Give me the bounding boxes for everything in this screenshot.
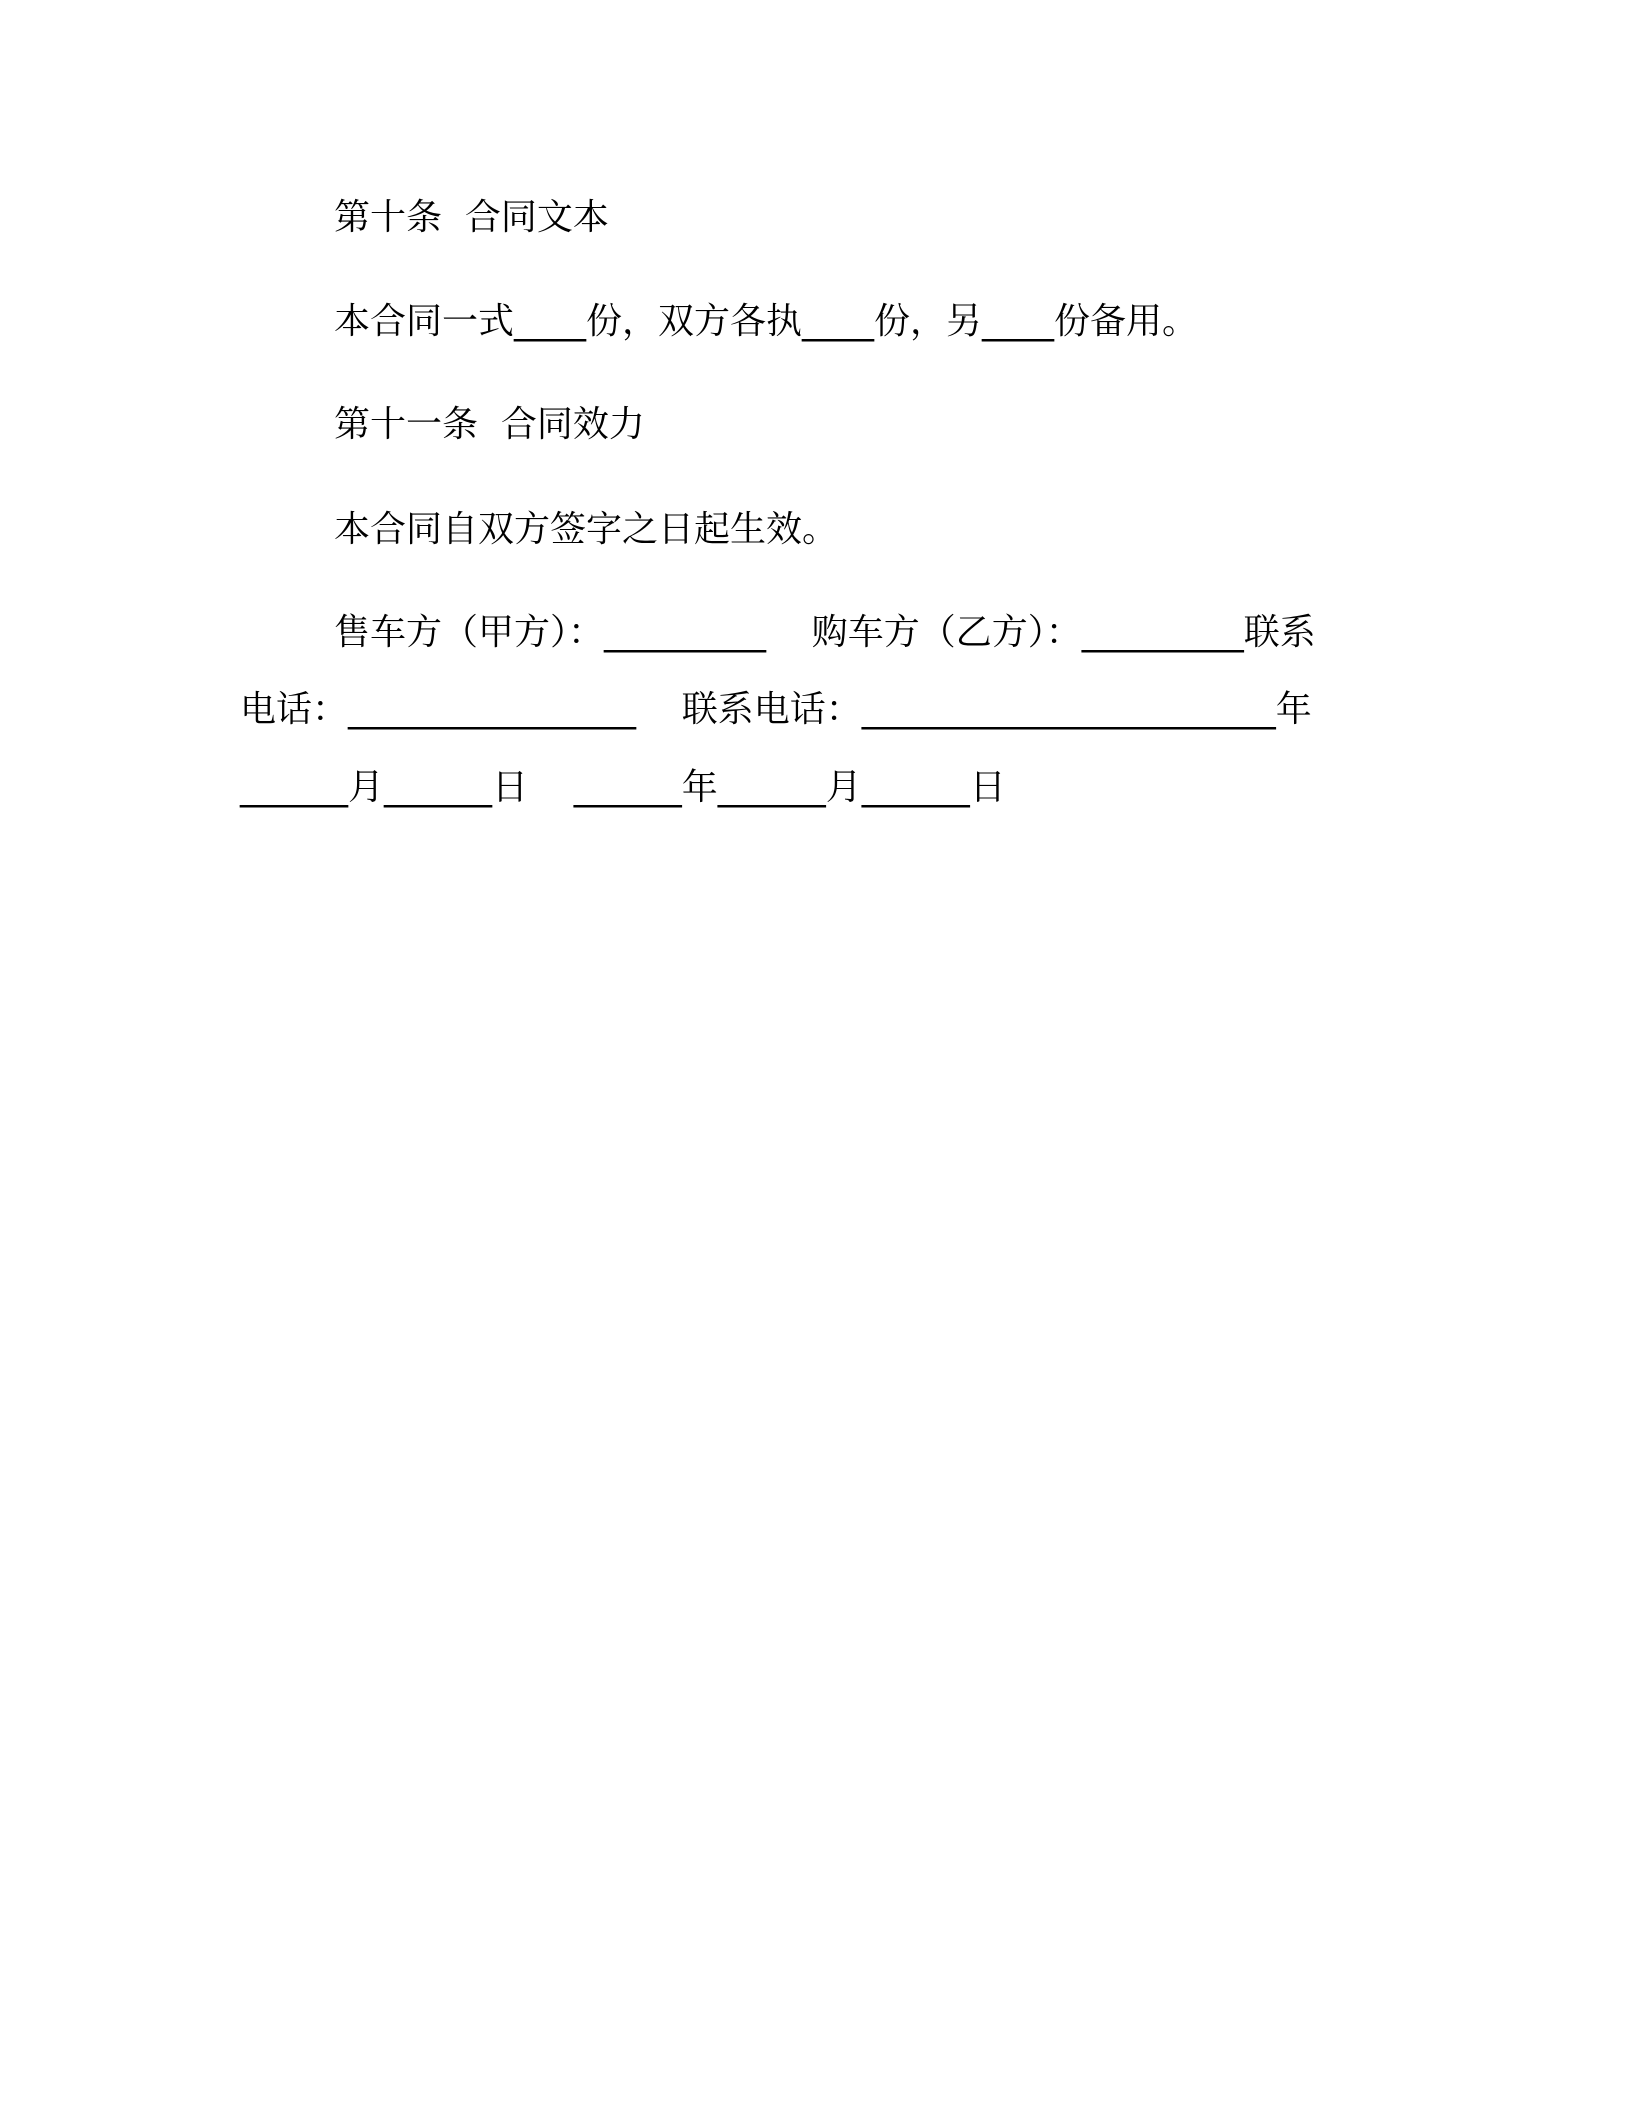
signature-line-parties: 售车方（甲方）：_________ 购车方（乙方）：_________联系 (334, 612, 1316, 653)
article-11-heading: 第十一条 合同效力 (334, 404, 645, 445)
article-11-body: 本合同自双方签字之日起生效。 (334, 509, 839, 550)
article-10-body: 本合同一式____份，双方各执____份，另____份备用。 (334, 301, 1199, 342)
article-10-heading: 第十条 合同文本 (334, 197, 609, 238)
signature-line-phones: 电话：________________ 联系电话：_______________________年 (240, 689, 1312, 730)
signature-line-dates: ______月______日 ______年______月______日 (240, 767, 1006, 808)
